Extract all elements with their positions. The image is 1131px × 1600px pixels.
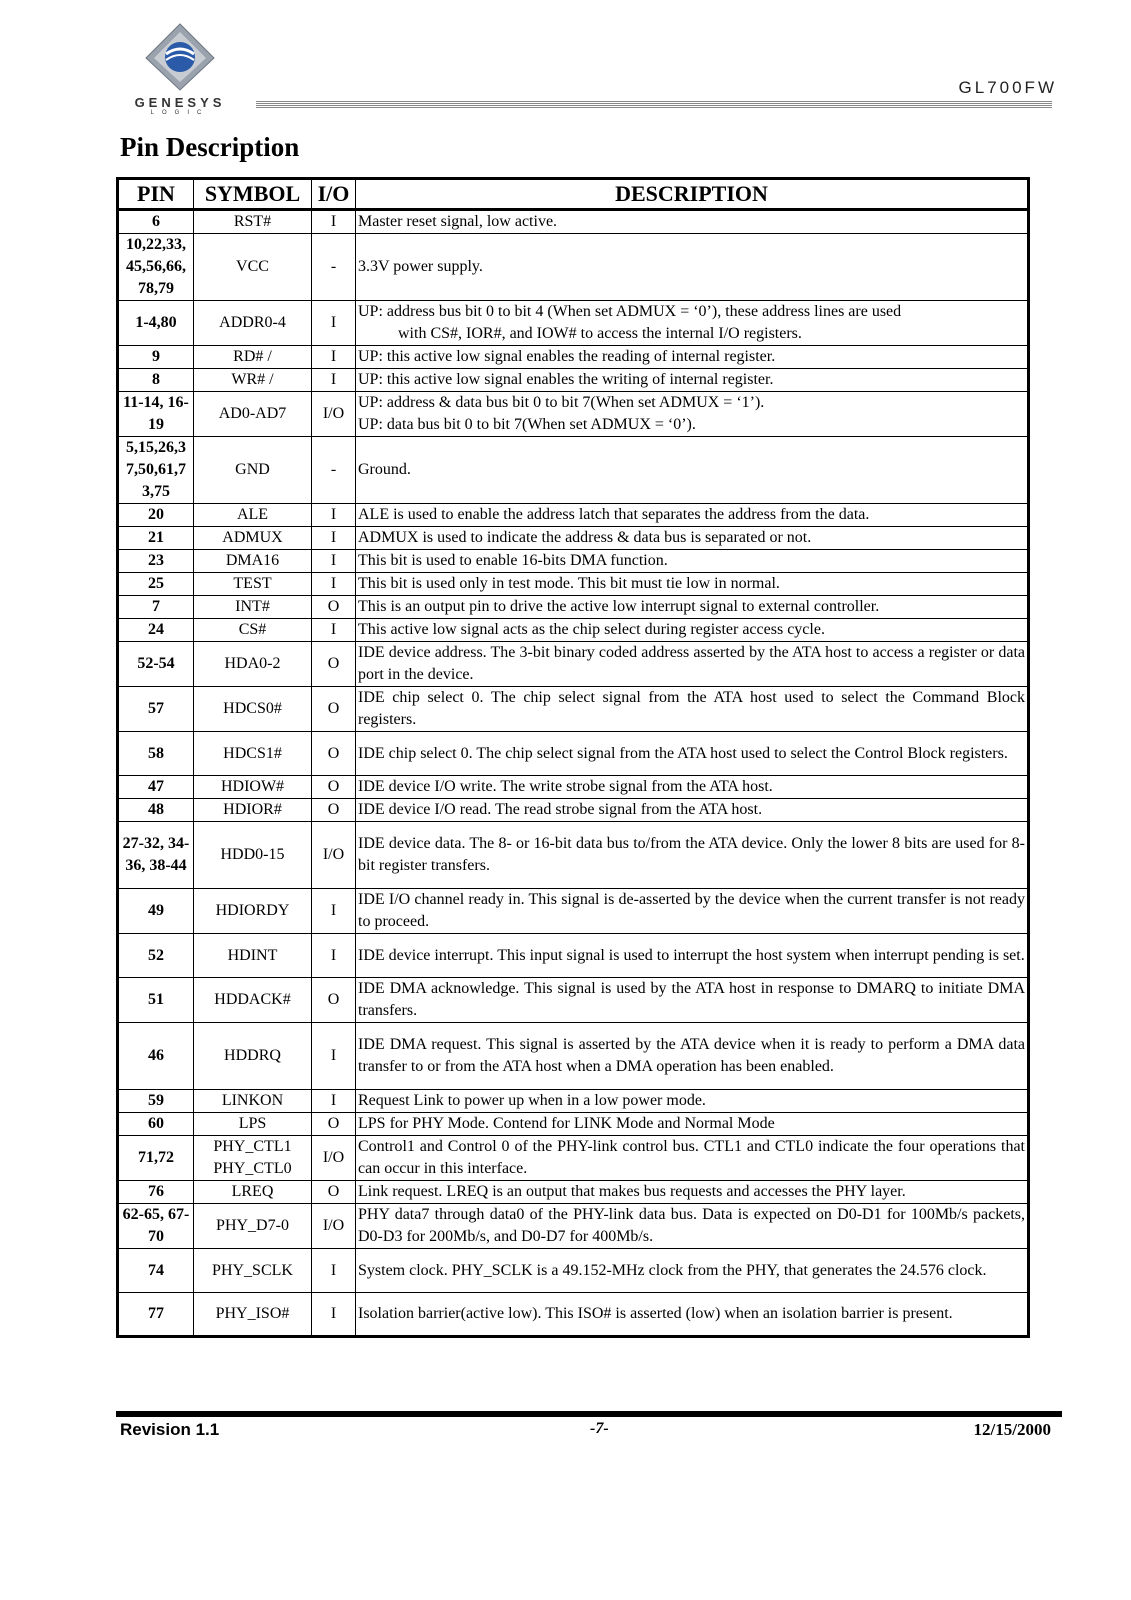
io-cell — [312, 1249, 356, 1293]
symbol-cell — [194, 550, 312, 573]
pin-cell — [118, 978, 194, 1023]
symbol-cell-text: VCC — [236, 258, 269, 275]
table-row — [118, 392, 1029, 437]
pin-cell — [118, 573, 194, 596]
io-cell-text: I/O — [322, 1149, 345, 1166]
description-cell-text-2: UP: data bus bit 0 to bit 7(When set ADMUX = ‘0’). — [358, 416, 696, 433]
description-cell-text: IDE I/O channel ready in. This signal is de-asserted by the device when the current transfer is not ready to proceed. — [358, 891, 1025, 930]
symbol-cell-text: HDCS1# — [223, 744, 282, 762]
io-cell — [312, 619, 356, 642]
pin-cell-text: 52 — [148, 946, 164, 964]
footer-rule — [116, 1411, 1062, 1417]
pin-cell — [118, 619, 194, 642]
io-cell-text: O — [327, 598, 340, 615]
pin-cell-text: 5,15,26,3 7,50,61,7 3,75 — [126, 439, 186, 500]
description-cell — [356, 210, 1029, 234]
description-cell-text: IDE chip select 0. The chip select signal from the ATA host used to select the Command Block registers. — [358, 689, 1025, 728]
io-cell-text: I/O — [322, 405, 345, 422]
io-cell — [312, 573, 356, 596]
io-cell-text: O — [327, 744, 340, 762]
description-cell-text: IDE device I/O read. The read strobe signal from the ATA host. — [358, 801, 763, 818]
description-cell-text: Ground. — [358, 461, 411, 478]
pin-cell-text: 27-32, 34-36, 38-44 — [122, 835, 190, 874]
description-cell-text: UP: address bus bit 0 to bit 4 (When set ADMUX = ‘0’), these address lines are used — [358, 303, 902, 320]
symbol-cell-text: PHY_CTL1 — [213, 1138, 292, 1155]
symbol-cell-text: GND — [235, 461, 270, 478]
symbol-cell — [194, 978, 312, 1023]
table-row — [118, 1204, 1029, 1249]
symbol-cell — [194, 1113, 312, 1136]
table-row — [118, 822, 1029, 889]
symbol-cell-text: ADMUX — [222, 529, 283, 546]
table-row — [118, 619, 1029, 642]
table-row — [118, 346, 1029, 369]
description-cell-text: UP: address & data bus bit 0 to bit 7(When set ADMUX = ‘1’). — [358, 394, 765, 411]
io-cell-text: I — [330, 946, 337, 964]
table-row — [118, 596, 1029, 619]
pin-cell-text: 47 — [148, 778, 164, 795]
table-row — [118, 234, 1029, 301]
symbol-cell — [194, 934, 312, 978]
header-rule — [256, 101, 1052, 109]
description-cell — [356, 732, 1029, 776]
symbol-cell — [194, 799, 312, 822]
io-cell — [312, 392, 356, 437]
description-cell — [356, 978, 1029, 1023]
symbol-cell — [194, 687, 312, 732]
table-row — [118, 504, 1029, 527]
symbol-cell — [194, 1090, 312, 1113]
pin-cell-text: 48 — [148, 801, 164, 818]
symbol-cell — [194, 392, 312, 437]
io-cell-text: I — [330, 314, 337, 331]
pin-cell — [118, 1023, 194, 1090]
pin-cell-text: 46 — [148, 1047, 164, 1064]
description-cell — [356, 1113, 1029, 1136]
io-cell — [312, 642, 356, 687]
pin-cell-text: 49 — [148, 902, 164, 919]
description-cell-text: Isolation barrier(active low). This ISO# is asserted (low) when an isolation barrier is present. — [358, 1305, 953, 1322]
io-cell — [312, 687, 356, 732]
description-cell-text: This bit is used only in test mode. This bit must tie low in normal. — [358, 575, 780, 592]
description-cell — [356, 642, 1029, 687]
description-cell-text: This bit is used to enable 16-bits DMA function. — [358, 552, 668, 569]
table-row — [118, 732, 1029, 776]
pin-table — [116, 177, 1030, 1338]
description-cell-text: IDE device address. The 3-bit binary coded address asserted by the ATA host to access a register or data port in the device. — [358, 644, 1025, 683]
description-cell — [356, 1204, 1029, 1249]
symbol-cell-text: PHY_D7-0 — [216, 1217, 289, 1234]
pin-cell-text: 60 — [148, 1115, 164, 1132]
description-cell-text: ALE is used to enable the address latch that separates the address from the data. — [358, 506, 870, 523]
pin-cell — [118, 732, 194, 776]
pin-cell-text: 1-4,80 — [135, 314, 177, 331]
description-cell — [356, 527, 1029, 550]
io-cell-text: I — [330, 506, 337, 523]
description-cell-text: IDE DMA request. This signal is asserted by the ATA device when it is ready to perform a DMA data transfer to or from the ATA host when a DMA operation has been enabled. — [358, 1036, 1025, 1075]
table-row — [118, 550, 1029, 573]
table-row — [118, 889, 1029, 934]
io-cell-text: - — [330, 461, 337, 478]
symbol-cell — [194, 596, 312, 619]
pin-cell — [118, 642, 194, 687]
pin-cell — [118, 1293, 194, 1337]
description-cell-text: Control1 and Control 0 of the PHY-link control bus. CTL1 and CTL0 indicate the four operations that can occur in this interface. — [358, 1138, 1025, 1177]
io-cell — [312, 822, 356, 889]
symbol-cell — [194, 234, 312, 301]
pin-cell-text: 8 — [152, 371, 160, 388]
symbol-cell-text: PHY_SCLK — [212, 1261, 293, 1279]
io-cell — [312, 934, 356, 978]
io-cell — [312, 1023, 356, 1090]
io-cell — [312, 1293, 356, 1337]
symbol-cell-text: TEST — [233, 575, 272, 592]
pin-cell-text: 10,22,33, 45,56,66, 78,79 — [126, 236, 186, 297]
io-cell-text: I — [330, 529, 337, 546]
symbol-cell — [194, 573, 312, 596]
table-row — [118, 776, 1029, 799]
pin-cell-text: 76 — [148, 1183, 164, 1200]
description-cell — [356, 1181, 1029, 1204]
symbol-cell-text: LINKON — [221, 1092, 284, 1109]
pin-cell — [118, 369, 194, 392]
io-cell-text: O — [327, 1183, 340, 1200]
io-cell-text: O — [327, 700, 340, 717]
revision-label: Revision 1.1 — [120, 1420, 220, 1439]
symbol-cell-text: RST# — [233, 213, 272, 230]
description-cell — [356, 234, 1029, 301]
pin-cell — [118, 301, 194, 346]
table-row — [118, 301, 1029, 346]
io-cell-text: I — [330, 1047, 337, 1064]
io-cell-text: I — [330, 575, 337, 592]
description-cell — [356, 934, 1029, 978]
io-cell — [312, 550, 356, 573]
symbol-cell-text: RD# / — [233, 348, 272, 365]
pin-cell — [118, 210, 194, 234]
io-cell-text: I — [330, 348, 337, 365]
symbol-cell-text: HDCS0# — [223, 700, 282, 717]
pin-cell — [118, 1181, 194, 1204]
symbol-cell — [194, 1136, 312, 1181]
pin-cell-text: 57 — [148, 700, 164, 717]
io-cell — [312, 1113, 356, 1136]
io-cell-text: I — [330, 902, 337, 919]
description-cell — [356, 1023, 1029, 1090]
table-row — [118, 437, 1029, 504]
pin-cell — [118, 822, 194, 889]
io-cell — [312, 978, 356, 1023]
description-cell-text: This is an output pin to drive the active low interrupt signal to external controller. — [358, 598, 880, 615]
symbol-cell-text: AD0-AD7 — [218, 405, 287, 422]
description-cell — [356, 437, 1029, 504]
symbol-cell-text: PHY_ISO# — [215, 1305, 290, 1322]
logo-wordmark: GENESYS — [134, 95, 226, 110]
symbol-cell-text: HDA0-2 — [224, 655, 281, 672]
io-cell-text: I — [330, 213, 337, 230]
table-row — [118, 527, 1029, 550]
description-cell — [356, 1090, 1029, 1113]
pin-cell-text: 51 — [148, 991, 164, 1008]
symbol-cell — [194, 301, 312, 346]
io-cell — [312, 527, 356, 550]
io-cell-text: I — [330, 1305, 337, 1322]
pin-cell-text: 9 — [152, 348, 160, 365]
description-cell — [356, 301, 1029, 346]
page-title: Pin Description — [120, 132, 300, 162]
description-cell-text: IDE device interrupt. This input signal is used to interrupt the host system when interrupt pending is set. — [358, 946, 1025, 964]
description-cell — [356, 799, 1029, 822]
io-cell-text: O — [327, 778, 340, 795]
io-cell-text: I — [330, 1261, 337, 1279]
io-cell — [312, 369, 356, 392]
symbol-cell — [194, 889, 312, 934]
symbol-cell-text: HDINT — [227, 946, 278, 964]
pin-cell — [118, 437, 194, 504]
pin-cell-text: 58 — [148, 744, 164, 762]
description-cell-text: LPS for PHY Mode. Contend for LINK Mode and Normal Mode — [358, 1115, 775, 1132]
description-cell-text: UP: this active low signal enables the writing of internal register. — [358, 371, 774, 388]
symbol-cell-text: INT# — [235, 598, 270, 615]
io-cell-text: I — [330, 621, 337, 638]
symbol-cell-text: LPS — [238, 1115, 267, 1132]
description-cell-text: IDE device I/O write. The write strobe signal from the ATA host. — [358, 778, 773, 795]
symbol-cell-text: DMA16 — [225, 552, 280, 569]
io-cell — [312, 346, 356, 369]
symbol-cell-text: HDIOR# — [223, 801, 282, 818]
symbol-cell — [194, 1204, 312, 1249]
pin-cell-text: 7 — [152, 598, 160, 615]
table-row — [118, 1136, 1029, 1181]
io-cell-text: I/O — [322, 1217, 345, 1234]
symbol-cell — [194, 619, 312, 642]
header-symbol: SYMBOL — [194, 179, 312, 210]
description-cell — [356, 550, 1029, 573]
symbol-cell-text: HDIOW# — [220, 778, 285, 795]
io-cell — [312, 799, 356, 822]
table-row — [118, 1293, 1029, 1337]
table-row — [118, 642, 1029, 687]
pin-cell — [118, 776, 194, 799]
symbol-cell-text-2: PHY_CTL0 — [213, 1160, 292, 1177]
io-cell — [312, 1090, 356, 1113]
symbol-cell-text: HDIORDY — [215, 902, 290, 919]
pin-cell — [118, 504, 194, 527]
pin-cell — [118, 687, 194, 732]
symbol-cell — [194, 822, 312, 889]
pin-cell-text: 59 — [148, 1092, 164, 1109]
symbol-cell — [194, 642, 312, 687]
description-cell — [356, 822, 1029, 889]
io-cell-text: O — [327, 801, 340, 818]
description-cell — [356, 596, 1029, 619]
pin-cell — [118, 799, 194, 822]
table-row — [118, 799, 1029, 822]
pin-cell-text: 20 — [148, 506, 164, 523]
description-cell-text: Request Link to power up when in a low power mode. — [358, 1092, 706, 1109]
symbol-cell-text: ADDR0-4 — [219, 314, 286, 331]
description-cell-text-2: with CS#, IOR#, and IOW# to access the internal I/O registers. — [398, 325, 802, 342]
io-cell — [312, 1181, 356, 1204]
table-header-row — [118, 179, 1029, 210]
pin-cell-text: 11-14, 16-19 — [123, 394, 189, 433]
io-cell — [312, 301, 356, 346]
pin-cell-text: 52-54 — [137, 655, 175, 672]
table-row — [118, 687, 1029, 732]
description-cell — [356, 369, 1029, 392]
io-cell — [312, 1204, 356, 1249]
symbol-cell-text: HDD0-15 — [220, 846, 285, 863]
symbol-cell — [194, 1181, 312, 1204]
pin-cell — [118, 889, 194, 934]
description-cell — [356, 1136, 1029, 1181]
table-row — [118, 934, 1029, 978]
io-cell — [312, 234, 356, 301]
description-cell-text: Link request. LREQ is an output that makes bus requests and accesses the PHY layer. — [358, 1183, 906, 1200]
symbol-cell-text: HDDRQ — [224, 1047, 281, 1064]
description-cell-text: IDE DMA acknowledge. This signal is used by the ATA host in response to DMARQ to initiate DMA transfers. — [358, 980, 1025, 1019]
io-cell — [312, 596, 356, 619]
description-cell-text: IDE device data. The 8- or 16-bit data bus to/from the ATA device. Only the lower 8 bits are used for 8-bit register transfers. — [358, 835, 1025, 874]
symbol-cell — [194, 504, 312, 527]
description-cell-text: PHY data7 through data0 of the PHY-link data bus. Data is expected on D0-D1 for 100Mb/s packets, D0-D3 for 200Mb/s, and D0-D7 for 400Mb/s. — [358, 1206, 1025, 1245]
symbol-cell-text: HDDACK# — [214, 991, 291, 1008]
description-cell-text: System clock. PHY_SCLK is a 49.152-MHz clock from the PHY, that generates the 24.576 clock. — [358, 1261, 987, 1279]
io-cell-text: O — [327, 655, 340, 672]
pin-cell — [118, 1249, 194, 1293]
symbol-cell — [194, 346, 312, 369]
header-description: DESCRIPTION — [356, 179, 1029, 210]
symbol-cell — [194, 1293, 312, 1337]
description-cell — [356, 776, 1029, 799]
description-cell-text: UP: this active low signal enables the reading of internal register. — [358, 348, 776, 365]
pin-cell-text: 24 — [148, 621, 164, 638]
pin-cell-text: 21 — [148, 529, 164, 546]
description-cell-text: Master reset signal, low active. — [358, 213, 558, 230]
logo-subtitle: LOGIC — [150, 110, 210, 116]
model-number: GL700FW — [958, 78, 1057, 97]
symbol-cell — [194, 527, 312, 550]
description-cell — [356, 619, 1029, 642]
table-row — [118, 1181, 1029, 1204]
io-cell — [312, 776, 356, 799]
description-cell — [356, 889, 1029, 934]
symbol-cell — [194, 1023, 312, 1090]
pin-cell — [118, 234, 194, 301]
pin-cell-text: 71,72 — [138, 1149, 174, 1166]
header-io: I/O — [312, 179, 356, 210]
io-cell-text: I/O — [322, 846, 345, 863]
pin-cell — [118, 1090, 194, 1113]
table-row — [118, 978, 1029, 1023]
pin-cell-text: 77 — [148, 1305, 164, 1322]
page-number: -7- — [590, 1420, 609, 1437]
pin-cell-text: 6 — [152, 213, 160, 230]
table-row — [118, 573, 1029, 596]
pin-cell — [118, 934, 194, 978]
symbol-cell — [194, 776, 312, 799]
document-date: 12/15/2000 — [973, 1420, 1051, 1439]
io-cell-text: I — [330, 552, 337, 569]
pin-cell-text: 74 — [148, 1261, 164, 1279]
description-cell — [356, 573, 1029, 596]
io-cell — [312, 210, 356, 234]
io-cell-text: I — [330, 371, 337, 388]
io-cell — [312, 1136, 356, 1181]
pin-cell — [118, 527, 194, 550]
symbol-cell-text: CS# — [238, 621, 267, 638]
table-row — [118, 210, 1029, 234]
description-cell-text: ADMUX is used to indicate the address & data bus is separated or not. — [358, 529, 812, 546]
symbol-cell — [194, 369, 312, 392]
pin-cell — [118, 1113, 194, 1136]
header-pin: PIN — [118, 179, 194, 210]
pin-cell — [118, 346, 194, 369]
table-row — [118, 1090, 1029, 1113]
symbol-cell-text: WR# / — [231, 371, 274, 388]
io-cell — [312, 732, 356, 776]
table-row — [118, 1249, 1029, 1293]
description-cell-text: This active low signal acts as the chip select during register access cycle. — [358, 621, 825, 638]
io-cell — [312, 504, 356, 527]
pin-cell — [118, 550, 194, 573]
symbol-cell-text: ALE — [236, 506, 269, 523]
description-cell — [356, 1249, 1029, 1293]
genesys-logo — [128, 22, 232, 122]
description-cell — [356, 346, 1029, 369]
io-cell-text: O — [327, 1115, 340, 1132]
pin-cell-text: 23 — [148, 552, 164, 569]
description-cell — [356, 392, 1029, 437]
table-row — [118, 1113, 1029, 1136]
pin-cell — [118, 1204, 194, 1249]
symbol-cell-text: LREQ — [231, 1183, 274, 1200]
io-cell-text: - — [330, 258, 337, 275]
pin-cell — [118, 596, 194, 619]
symbol-cell — [194, 732, 312, 776]
table-row — [118, 1023, 1029, 1090]
description-cell-text: IDE chip select 0. The chip select signal from the ATA host used to select the Control Block registers. — [358, 744, 1008, 762]
io-cell-text: I — [330, 1092, 337, 1109]
pin-cell-text: 25 — [148, 575, 164, 592]
pin-cell-text: 62-65, 67-70 — [122, 1206, 190, 1245]
description-cell — [356, 504, 1029, 527]
symbol-cell — [194, 1249, 312, 1293]
io-cell — [312, 889, 356, 934]
table-body — [118, 210, 1029, 1337]
table-row — [118, 369, 1029, 392]
io-cell-text: O — [327, 991, 340, 1008]
pin-cell — [118, 1136, 194, 1181]
io-cell — [312, 437, 356, 504]
description-cell — [356, 687, 1029, 732]
pin-cell — [118, 392, 194, 437]
description-cell-text: 3.3V power supply. — [358, 258, 483, 275]
symbol-cell — [194, 437, 312, 504]
description-cell — [356, 1293, 1029, 1337]
genesys-logo-icon — [142, 22, 218, 92]
symbol-cell — [194, 210, 312, 234]
